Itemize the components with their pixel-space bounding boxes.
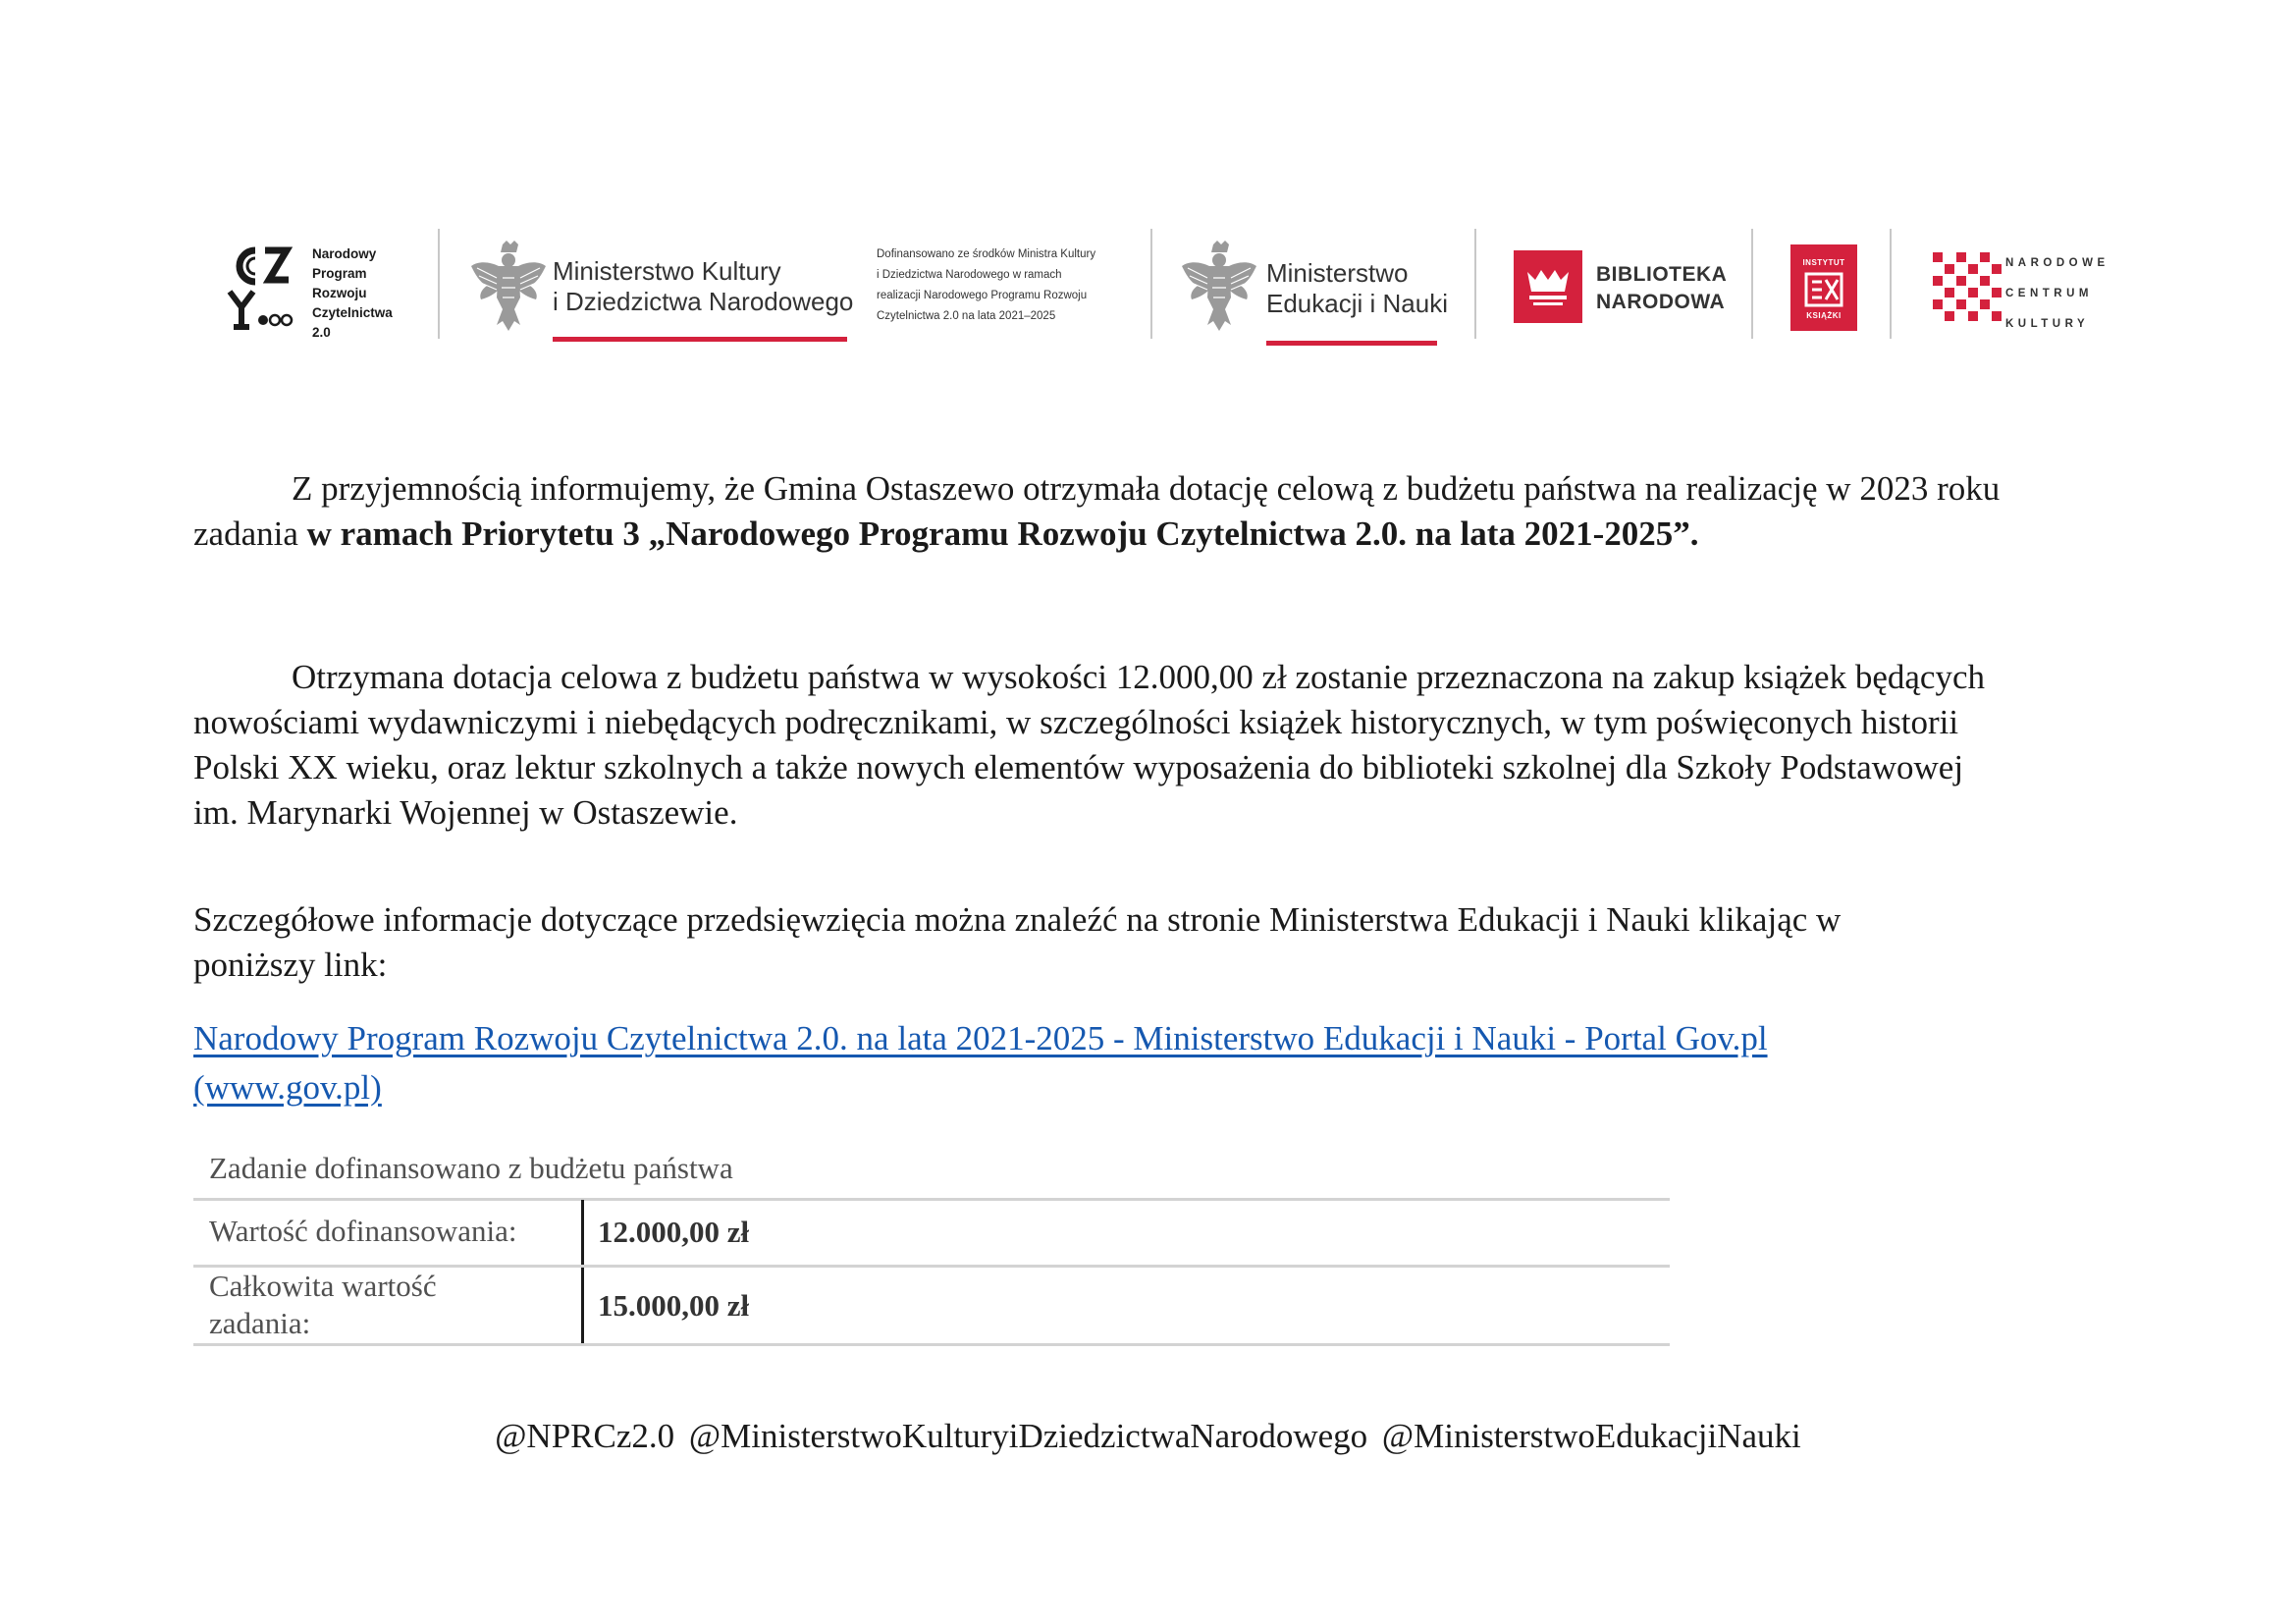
table-divider (193, 1198, 1670, 1201)
funding-caption: Zadanie dofinansowano z budżetu państwa (209, 1151, 733, 1185)
logo-separator (1150, 229, 1152, 339)
paragraph-details (193, 897, 2166, 988)
nprcz-logo (226, 241, 422, 339)
nprcz-line: Czytelnictwa (312, 305, 393, 320)
paragraph-line: Polski XX wieku, oraz lektur szkolnych a także nowych elementów wyposażenia do biblioteki szkolnej dla Szkoły Podstawowej (193, 748, 1964, 786)
men-line: Ministerstwo (1266, 258, 1409, 288)
nck-text (2005, 248, 2109, 340)
nck-pattern-icon (1929, 248, 2007, 327)
logo-separator (1890, 229, 1892, 339)
gov-link (193, 1014, 1768, 1112)
logo-separator (1751, 229, 1753, 339)
cofunding-line: Dofinansowano ze środków Ministra Kultury (877, 248, 1096, 260)
nprcz-logo-text (312, 244, 393, 343)
logo-separator (438, 229, 440, 339)
bn-line: NARODOWA (1596, 291, 1726, 313)
logo-strip (0, 221, 2296, 349)
mkdn-line: Ministerstwo Kultury (553, 256, 781, 286)
paragraph-line: poniższy link: (193, 946, 388, 984)
crown-icon (1514, 250, 1582, 323)
cofunding-line: i Dziedzictwa Narodowego w ramach (877, 269, 1062, 281)
nprcz-line: Narodowy (312, 246, 377, 261)
total-label-line: Całkowita wartość (209, 1269, 437, 1303)
eagle-emblem-icon (1180, 239, 1258, 333)
mkdn-title (553, 256, 853, 317)
social-handle: @NPRCz2.0 (495, 1417, 675, 1455)
paragraph-line: im. Marynarki Wojennej w Ostaszewie. (193, 793, 738, 832)
total-value: 15.000,00 zł (598, 1288, 750, 1323)
men-title (1266, 258, 1448, 319)
men-line: Edukacji i Nauki (1266, 289, 1448, 318)
cofunding-line: Czytelnictwa 2.0 na lata 2021–2025 (877, 310, 1056, 322)
nck-line: KULTURY (2005, 318, 2090, 330)
social-handle: @MinisterstwoKulturyiDziedzictwaNarodowego (688, 1417, 1368, 1455)
paragraph-text: Z przyjemnością informujemy, że Gmina Ostaszewo otrzymała dotację celową z budżetu państwa na realizację w 2023 roku (292, 469, 2001, 508)
paragraph-line (193, 466, 2166, 512)
priority-bold-text: w ramach Priorytetu 3 „Narodowego Programu Rozwoju Czytelnictwa 2.0. na lata 2021-2025”. (306, 514, 1699, 553)
paragraph-intro (193, 466, 2166, 557)
logo-separator (1474, 229, 1476, 339)
table-column-divider (581, 1200, 584, 1266)
nprcz-line: Program (312, 266, 367, 281)
men-red-line (1266, 341, 1437, 346)
funding-label (209, 1213, 516, 1250)
funding-label-line: Wartość dofinansowania: (209, 1214, 517, 1248)
mkdn-line: i Dziedzictwa Narodowego (553, 287, 854, 316)
table-column-divider (581, 1268, 584, 1344)
instytut-ksiazki-logo (1790, 244, 1857, 331)
nck-logo (1929, 248, 2125, 337)
ik-top-label: INSTYTUT (1802, 258, 1845, 267)
nprcz-line: Rozwoju (312, 286, 367, 300)
social-handles (0, 1417, 2296, 1456)
biblioteka-narodowa-text (1596, 261, 1727, 316)
paragraph-text: zadania (193, 514, 307, 553)
paragraph-line (193, 512, 2166, 557)
gov-link-text[interactable]: Narodowy Program Rozwoju Czytelnictwa 2.0. na lata 2021-2025 - Ministerstwo Edukacji i Nauki - Portal Gov.pl (193, 1019, 1768, 1057)
total-label-line: zadania: (209, 1306, 311, 1340)
cofunding-line: realizacji Narodowego Programu Rozwoju (877, 290, 1088, 301)
table-divider (193, 1343, 1670, 1346)
paragraph-line (193, 655, 2166, 700)
eagle-emblem-icon (469, 239, 548, 333)
mkdn-logo (469, 235, 852, 343)
men-logo (1180, 235, 1455, 343)
social-handle: @MinisterstwoEdukacjiNauki (1381, 1417, 1801, 1455)
paragraph-grant (193, 655, 2166, 836)
book-icon (1804, 272, 1843, 307)
mkdn-red-line (553, 337, 847, 342)
funding-value: 12.000,00 zł (598, 1215, 750, 1249)
nprcz-logo-icon (226, 243, 294, 331)
nck-line: CENTRUM (2005, 288, 2093, 299)
cofunding-note (877, 244, 1095, 327)
paragraph-line: Szczegółowe informacje dotyczące przedsięwzięcia można znaleźć na stronie Ministerstwa Edukacji i Nauki klikając w (193, 900, 1842, 939)
nck-line: NARODOWE (2005, 257, 2109, 269)
biblioteka-narodowa-logo (1514, 250, 1735, 329)
nprcz-line: 2.0 (312, 325, 331, 340)
gov-link-text[interactable]: (www.gov.pl) (193, 1068, 382, 1107)
paragraph-line: nowościami wydawniczymi i niebędących podręcznikami, w szczególności książek historycznych, w tym poświęconych historii (193, 703, 1959, 741)
total-label (209, 1268, 437, 1342)
ik-bottom-label: KSIĄŻKI (1806, 311, 1842, 320)
bn-line: BIBLIOTEKA (1596, 263, 1728, 286)
paragraph-text: Otrzymana dotacja celowa z budżetu państwa w wysokości 12.000,00 zł zostanie przeznaczona na zakup książek będących (292, 658, 1985, 696)
